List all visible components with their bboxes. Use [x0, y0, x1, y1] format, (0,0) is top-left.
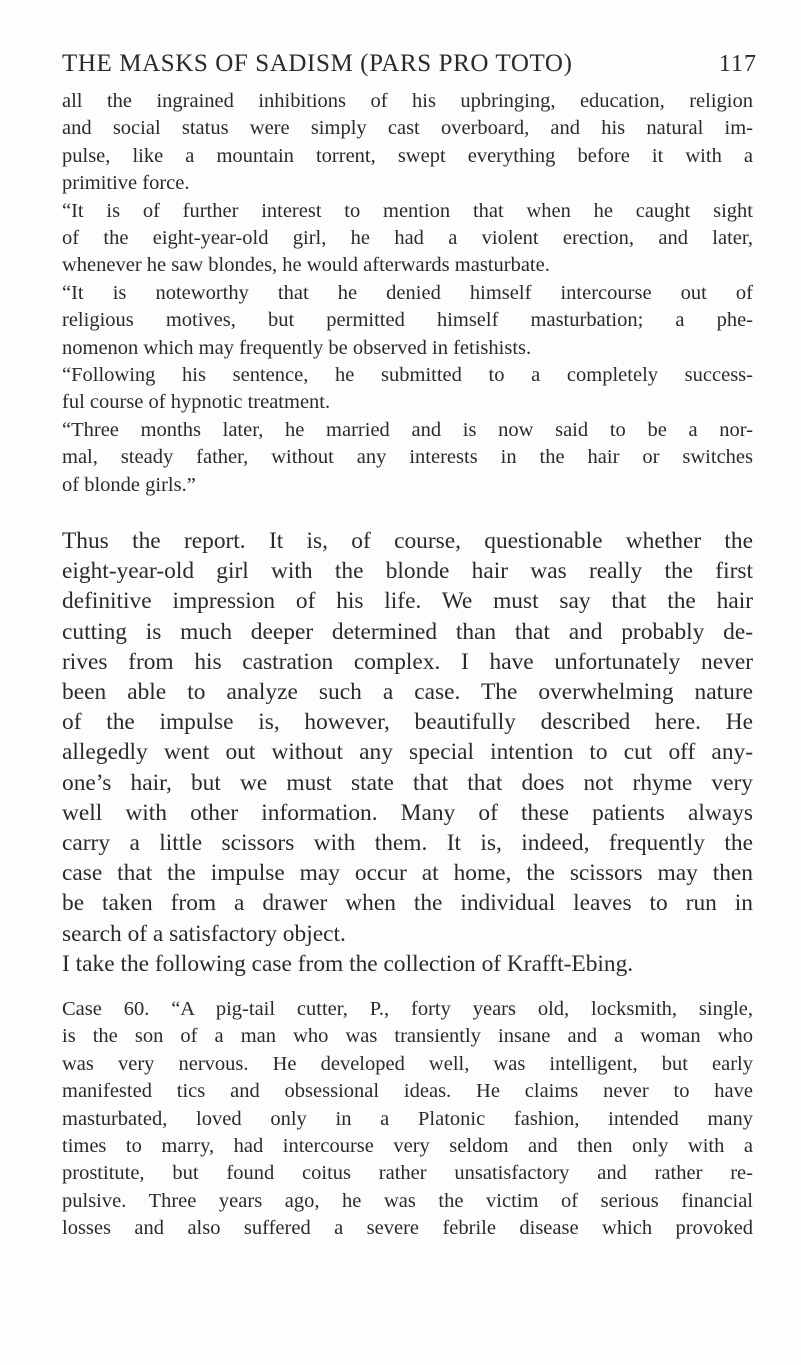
text-line: be taken from a drawer when the individual leaves to run in [62, 890, 753, 917]
quoted-report [62, 88, 753, 499]
text-line: is the son of a man who was transiently insane and a woman who [62, 1025, 753, 1048]
page-number: 117 [718, 51, 757, 77]
text-line: all the ingrained inhibitions of his upbringing, education, religion [62, 90, 753, 112]
text-line: been able to analyze such a case. The overwhelming nature [62, 679, 753, 706]
running-head [62, 50, 757, 84]
text-line: “It is noteworthy that he denied himself intercourse out of [62, 281, 753, 304]
text-line: ful course of hypnotic treatment. [62, 391, 331, 414]
text-line: of the impulse is, however, beautifully described here. He [62, 709, 753, 736]
text-line: case that the impulse may occur at home, the scissors may then [62, 860, 753, 887]
text-line: well with other information. Many of these patients always [62, 799, 753, 826]
text-line: I take the following case from the collection of Krafft-Ebing. [62, 950, 634, 977]
text-line: rives from his castration complex. I have unfortunately never [62, 648, 753, 675]
text-line: of blonde girls.” [62, 473, 196, 496]
text-line: whenever he saw blondes, he would afterwards masturbate. [62, 254, 550, 277]
text-line: carry a little scissors with them. It is, indeed, frequently the [62, 830, 753, 857]
text-line: manifested tics and obsessional ideas. He claims never to have [62, 1080, 753, 1103]
commentary-text [62, 526, 753, 979]
text-line: of the eight-year-old girl, he had a violent erection, and later, [62, 227, 753, 250]
text-line: one’s hair, but we must state that that does not rhyme very [62, 769, 753, 796]
text-line: “Following his sentence, he submitted to a completely success- [62, 364, 753, 387]
text-line: prostitute, but found coitus rather unsatisfactory and rather re- [62, 1162, 753, 1185]
text-line: masturbated, loved only in a Platonic fashion, intended many [62, 1107, 753, 1130]
text-line: “Three months later, he married and is now said to be a nor- [62, 418, 753, 441]
text-line: religious motives, but permitted himself masturbation; a phe- [62, 309, 753, 332]
text-line: and social status were simply cast overboard, and his natural im- [62, 117, 753, 140]
text-line: definitive impression of his life. We must say that the hair [62, 588, 753, 615]
text-line: search of a satisfactory object. [62, 920, 346, 947]
text-line: cutting is much deeper determined than that and probably de- [62, 618, 753, 645]
text-line: mal, steady father, without any interests in the hair or switches [62, 446, 753, 469]
text-line: nomenon which may frequently be observed in fetishists. [62, 336, 532, 359]
text-line: times to marry, had intercourse very seldom and then only with a [62, 1135, 753, 1158]
text-line: “It is of further interest to mention that when he caught sight [62, 199, 753, 222]
text-line: was very nervous. He developed well, was intelligent, but early [62, 1052, 753, 1075]
text-line: primitive force. [62, 172, 190, 195]
case-60-text [62, 996, 753, 1243]
text-line: losses and also suffered a severe febrile disease which provoked [62, 1217, 753, 1240]
text-line: eight-year-old girl with the blonde hair was really the first [62, 558, 753, 585]
text-line: allegedly went out without any special intention to cut off any- [62, 739, 753, 766]
text-line: pulsive. Three years ago, he was the victim of serious financial [62, 1189, 753, 1212]
text-line: pulse, like a mountain torrent, swept everything before it with a [62, 144, 753, 167]
text-line: Case 60. “A pig-tail cutter, P., forty years old, locksmith, single, [62, 998, 753, 1020]
running-head-title: THE MASKS OF SADISM (PARS PRO TOTO) [62, 50, 573, 77]
text-line: Thus the report. It is, of course, questionable whether the [62, 528, 753, 554]
